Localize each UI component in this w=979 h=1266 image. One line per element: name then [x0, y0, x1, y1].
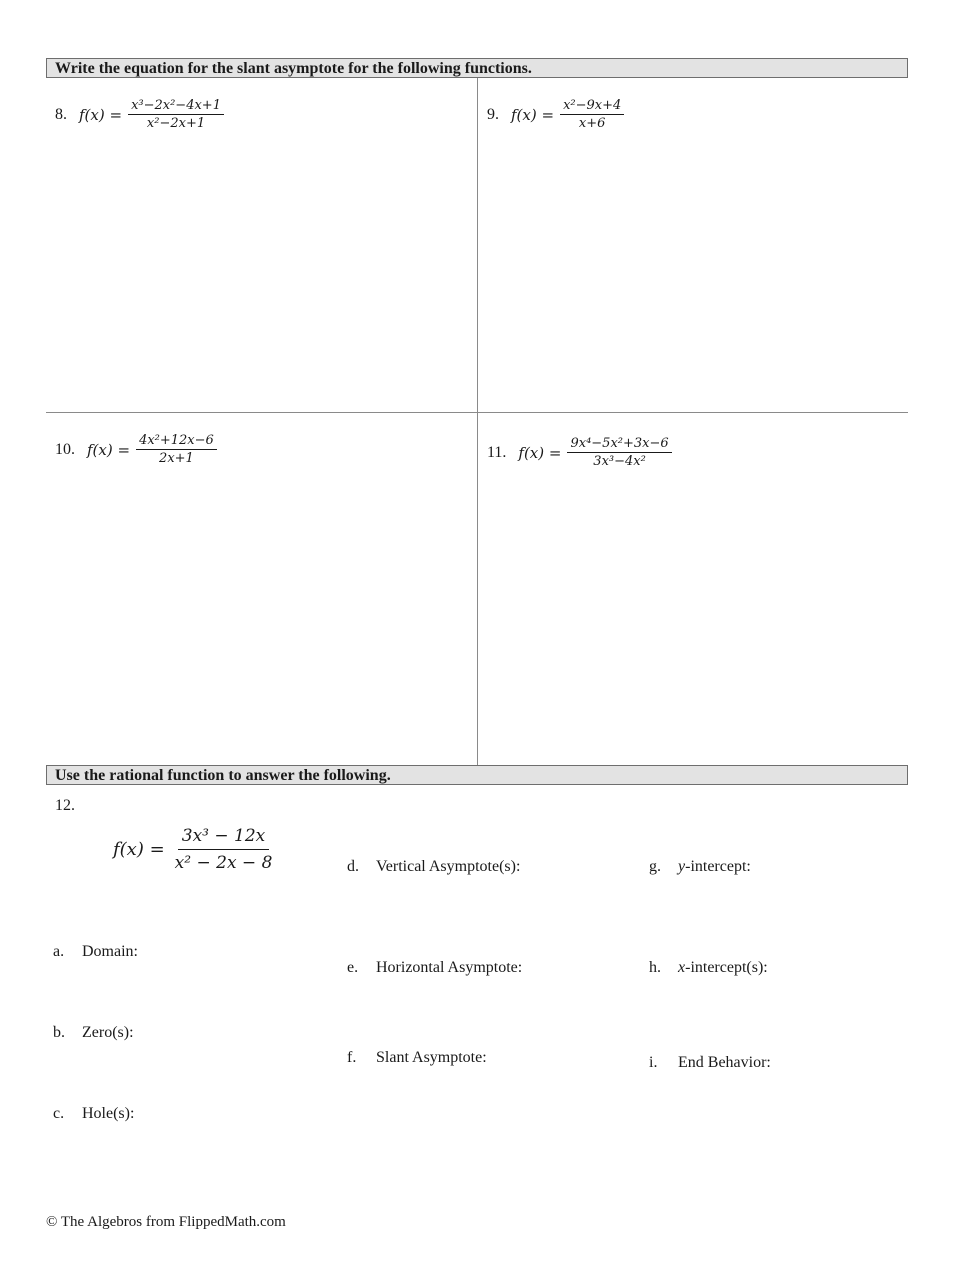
problem-number: 8.: [55, 105, 67, 123]
problem-12-function: [113, 826, 276, 873]
item-label: Vertical Asymptote(s):: [376, 858, 521, 875]
problem-number: 11.: [487, 443, 507, 461]
item-x-intercepts: [649, 959, 768, 977]
item-letter: b.: [53, 1024, 65, 1041]
item-domain: [53, 943, 138, 961]
problem-number: 9.: [487, 105, 499, 123]
denominator: x² − 2x − 8: [174, 853, 273, 873]
item-label: y-intercept:: [678, 858, 751, 875]
item-label: Slant Asymptote:: [376, 1049, 487, 1066]
function-label: f(x) =: [518, 443, 562, 462]
numerator: 9x⁴−5x²+3x−6: [567, 436, 671, 453]
item-label: Zero(s):: [82, 1024, 134, 1041]
item-label: Hole(s):: [82, 1105, 135, 1122]
grid-horizontal-divider: [46, 412, 908, 413]
section-header-rational-function: Use the rational function to answer the following.: [46, 765, 908, 785]
grid-vertical-divider: [477, 78, 478, 765]
problem-11: [487, 436, 672, 469]
function-label: f(x) =: [79, 105, 123, 124]
problem-12-number: 12.: [55, 797, 75, 814]
item-end-behavior: [649, 1054, 771, 1072]
denominator: x+6: [578, 116, 606, 131]
problem-8: [55, 98, 224, 131]
item-label: End Behavior:: [678, 1054, 771, 1071]
numerator: 3x³ − 12x: [178, 826, 270, 850]
item-letter: a.: [53, 943, 65, 960]
problem-number: 10.: [55, 440, 75, 458]
fraction: [136, 433, 217, 466]
problem-9: [487, 98, 624, 131]
item-letter: i.: [649, 1054, 658, 1071]
item-letter: d.: [347, 858, 359, 875]
item-zeros: [53, 1024, 134, 1042]
item-label: Horizontal Asymptote:: [376, 959, 523, 976]
numerator: x²−9x+4: [560, 98, 624, 115]
fraction: [171, 826, 277, 873]
numerator: 4x²+12x−6: [136, 433, 217, 450]
denominator: 3x³−4x²: [593, 454, 646, 469]
copyright-footer: © The Algebros from FlippedMath.com: [46, 1214, 286, 1230]
item-label: x-intercept(s):: [678, 959, 768, 976]
denominator: 2x+1: [159, 451, 194, 466]
item-slant-asymptote: [347, 1049, 487, 1067]
function-label: f(x) =: [87, 440, 131, 459]
item-letter: g.: [649, 858, 661, 875]
item-letter: e.: [347, 959, 359, 976]
item-label: Domain:: [82, 943, 138, 960]
item-holes: [53, 1105, 134, 1123]
fraction: [560, 98, 624, 131]
function-label: f(x) =: [113, 839, 165, 860]
item-letter: f.: [347, 1049, 357, 1066]
item-horizontal-asymptote: [347, 959, 522, 977]
denominator: x²−2x+1: [146, 116, 206, 131]
item-letter: c.: [53, 1105, 65, 1122]
problem-10: [55, 433, 217, 466]
numerator: x³−2x²−4x+1: [128, 98, 224, 115]
item-y-intercept: [649, 858, 751, 876]
function-label: f(x) =: [511, 105, 555, 124]
item-letter: h.: [649, 959, 661, 976]
fraction: [567, 436, 671, 469]
section-header-slant-asymptote: Write the equation for the slant asymptote for the following functions.: [46, 58, 908, 78]
item-vertical-asymptotes: [347, 858, 520, 876]
fraction: [128, 98, 224, 131]
